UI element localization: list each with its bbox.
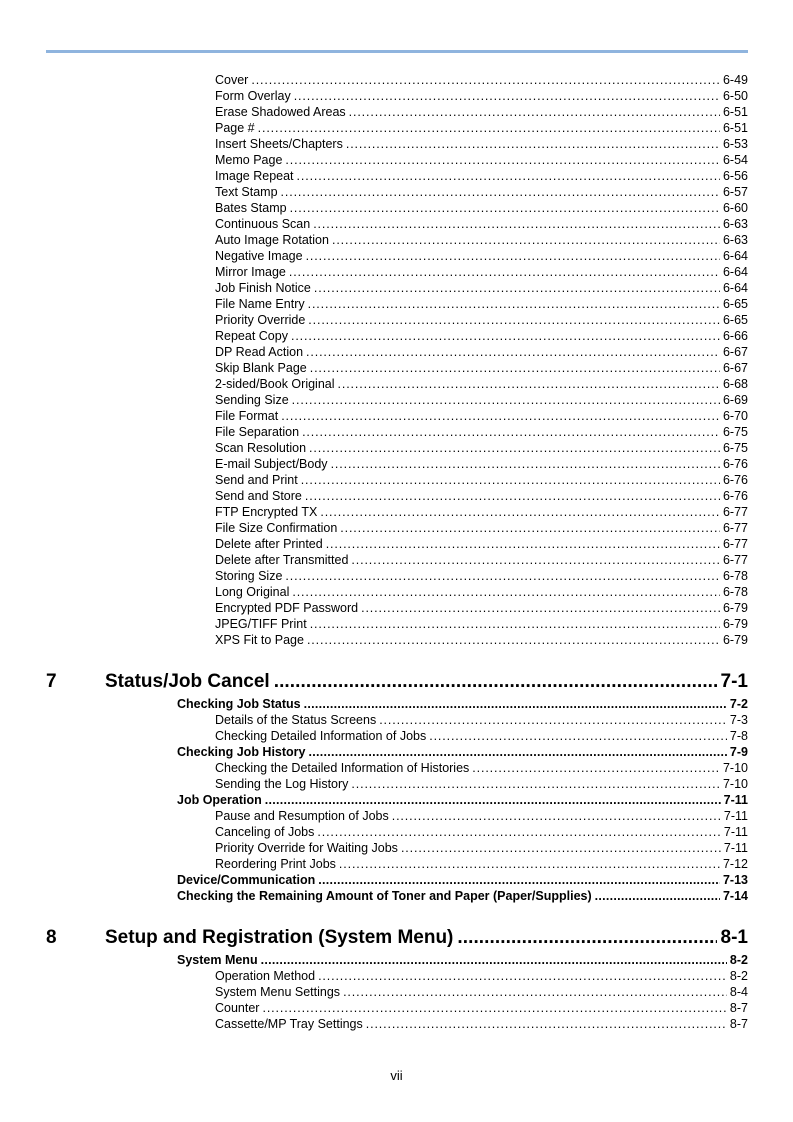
toc-entry-title: Checking the Remaining Amount of Toner and Paper (Paper/Supplies) — [177, 889, 592, 903]
toc-entry-page: 7-11 — [723, 793, 748, 807]
dot-leader — [304, 696, 727, 712]
dot-leader — [326, 536, 720, 552]
toc-entry-page: 7-11 — [723, 841, 748, 855]
toc-entry[interactable] — [215, 344, 748, 360]
toc-entry[interactable] — [215, 248, 748, 264]
toc-entry-title: Checking Job Status — [177, 697, 301, 711]
toc-entry[interactable] — [215, 440, 748, 456]
toc-entry-page: 6-68 — [722, 377, 748, 391]
dot-leader — [261, 952, 727, 968]
toc-entry[interactable] — [215, 136, 748, 152]
toc-entry-title: File Size Confirmation — [215, 521, 338, 535]
toc-entry-title: XPS Fit to Page — [215, 633, 304, 647]
toc-entry[interactable] — [215, 104, 748, 120]
toc-entry-title: Job Finish Notice — [215, 281, 311, 295]
toc-entry-title: Details of the Status Screens — [215, 713, 377, 727]
chapter-8-heading[interactable] — [46, 926, 748, 950]
dot-leader — [392, 808, 721, 824]
toc-entry-page: 6-65 — [722, 297, 748, 311]
dot-leader — [318, 968, 727, 984]
toc-entry-title: Pause and Resumption of Jobs — [215, 809, 389, 823]
toc-entry-page: 7-11 — [723, 825, 748, 839]
dot-leader — [289, 264, 720, 280]
header-rule — [46, 50, 748, 53]
dot-leader — [366, 1016, 727, 1032]
toc-entry[interactable] — [215, 568, 748, 584]
toc-entry[interactable] — [215, 232, 748, 248]
toc-entry[interactable] — [215, 968, 748, 984]
chapter-7-heading[interactable] — [46, 670, 748, 694]
dot-leader — [349, 104, 720, 120]
toc-entry-page: 6-57 — [722, 185, 748, 199]
toc-entry[interactable] — [215, 728, 748, 744]
toc-entry-title: Priority Override for Waiting Jobs — [215, 841, 398, 855]
toc-entry[interactable] — [215, 120, 748, 136]
toc-section[interactable] — [177, 792, 748, 808]
chapter-title: Status/Job Cancel — [105, 671, 270, 692]
toc-entry-page: 6-67 — [722, 345, 748, 359]
toc-entry-title: Text Stamp — [215, 185, 278, 199]
toc-entry[interactable] — [215, 72, 748, 88]
dot-leader — [314, 280, 720, 296]
toc-entry[interactable] — [215, 312, 748, 328]
toc-entry[interactable] — [215, 1016, 748, 1032]
toc-entry-page: 6-54 — [722, 153, 748, 167]
toc-entry-page: 7-2 — [729, 697, 748, 711]
toc-entry[interactable] — [215, 88, 748, 104]
dot-leader — [472, 760, 720, 776]
toc-entry-title: Checking Job History — [177, 745, 306, 759]
toc-entry[interactable] — [215, 520, 748, 536]
toc-entry[interactable] — [215, 632, 748, 648]
toc-entry-page: 6-67 — [722, 361, 748, 375]
toc-entry-page: 6-79 — [722, 617, 748, 631]
toc-entry[interactable] — [215, 184, 748, 200]
toc-entry-page: 7-10 — [722, 777, 748, 791]
toc-entry-page: 6-51 — [722, 105, 748, 119]
toc-entry-page: 7-8 — [729, 729, 748, 743]
toc-entry-page: 6-53 — [722, 137, 748, 151]
toc-entry-page: 6-79 — [722, 601, 748, 615]
dot-leader — [310, 360, 720, 376]
toc-entry[interactable] — [215, 584, 748, 600]
dot-leader — [308, 296, 720, 312]
toc-section[interactable] — [177, 744, 748, 760]
dot-leader — [318, 872, 720, 888]
dot-leader — [294, 88, 720, 104]
dot-leader — [361, 600, 720, 616]
dot-leader — [351, 776, 720, 792]
toc-entry-title: File Name Entry — [215, 297, 305, 311]
toc-entry[interactable] — [215, 808, 748, 824]
toc-entry-page: 6-77 — [722, 521, 748, 535]
toc-entry-page: 6-56 — [722, 169, 748, 183]
toc-entry-title: Device/Communication — [177, 873, 316, 887]
dot-leader — [401, 840, 721, 856]
toc-entry[interactable] — [215, 1000, 748, 1016]
toc-entry-page: 6-76 — [722, 457, 748, 471]
toc-entry[interactable] — [215, 360, 748, 376]
toc-entry-page: 7-12 — [722, 857, 748, 871]
toc-entry-title: Sending Size — [215, 393, 289, 407]
toc-entry[interactable] — [215, 408, 748, 424]
toc-entry-title: Form Overlay — [215, 89, 291, 103]
dot-leader — [308, 312, 720, 328]
toc-entry-title: Storing Size — [215, 569, 283, 583]
toc-section[interactable] — [177, 952, 748, 968]
toc-entry-title: Mirror Image — [215, 265, 286, 279]
toc-entry-title: DP Read Action — [215, 345, 304, 359]
dot-leader — [309, 744, 727, 760]
dot-leader — [343, 984, 727, 1000]
toc-entry[interactable] — [215, 712, 748, 728]
toc-entry-title: Negative Image — [215, 249, 303, 263]
toc-entry-title: E-mail Subject/Body — [215, 457, 328, 471]
toc-entry-page: 7-9 — [729, 745, 748, 759]
toc-entry-title: Reordering Print Jobs — [215, 857, 336, 871]
dot-leader — [320, 504, 720, 520]
dot-leader — [301, 472, 720, 488]
dot-leader — [309, 440, 720, 456]
toc-entry[interactable] — [215, 552, 748, 568]
dot-leader — [251, 72, 720, 88]
toc-section[interactable] — [177, 872, 748, 888]
dot-leader — [346, 136, 720, 152]
dot-leader — [595, 888, 720, 904]
dot-leader — [351, 552, 720, 568]
toc-entry[interactable] — [215, 488, 748, 504]
dot-leader — [285, 568, 720, 584]
toc-entry-title: Sending the Log History — [215, 777, 349, 791]
toc-entry-page: 6-78 — [722, 585, 748, 599]
dot-leader — [265, 792, 721, 808]
toc-entry-page: 6-69 — [722, 393, 748, 407]
dot-leader — [305, 488, 720, 504]
chapter-title: Setup and Registration (System Menu) — [105, 927, 454, 948]
toc-entry-page: 7-3 — [729, 713, 748, 727]
toc-entry-page: 8-7 — [729, 1017, 748, 1031]
dot-leader — [292, 392, 720, 408]
toc-entry-page: 6-77 — [722, 537, 748, 551]
toc-entry-page: 8-7 — [729, 1001, 748, 1015]
dot-leader — [258, 120, 720, 136]
toc-entry-page: 6-76 — [722, 473, 748, 487]
dot-leader — [290, 200, 720, 216]
dot-leader — [262, 1000, 726, 1016]
toc-entry-title: Checking Detailed Information of Jobs — [215, 729, 427, 743]
toc-entry[interactable] — [215, 200, 748, 216]
toc-entry-title: File Separation — [215, 425, 300, 439]
dot-leader — [306, 344, 720, 360]
toc-entry-title: Erase Shadowed Areas — [215, 105, 346, 119]
toc-entry[interactable] — [215, 824, 748, 840]
toc-entry[interactable] — [215, 216, 748, 232]
toc-entry-page: 6-63 — [722, 217, 748, 231]
chapter-number: 7 — [46, 671, 57, 692]
toc-entry-page: 6-76 — [722, 489, 748, 503]
dot-leader — [302, 424, 720, 440]
toc-entry[interactable] — [215, 776, 748, 792]
toc-entry-title: JPEG/TIFF Print — [215, 617, 307, 631]
dot-leader — [310, 616, 720, 632]
toc-entry-title: Operation Method — [215, 969, 316, 983]
toc-entry-title: Cover — [215, 73, 249, 87]
toc-entry[interactable] — [215, 840, 748, 856]
toc-entry-title: Long Original — [215, 585, 290, 599]
toc-entry-title: Delete after Printed — [215, 537, 323, 551]
chapter-number: 8 — [46, 927, 57, 948]
toc-entry[interactable] — [215, 296, 748, 312]
toc-entry[interactable] — [215, 328, 748, 344]
toc-entry[interactable] — [215, 376, 748, 392]
toc-entry-page: 6-70 — [722, 409, 748, 423]
dot-leader — [339, 856, 720, 872]
dot-leader — [332, 232, 720, 248]
toc-entry[interactable] — [215, 536, 748, 552]
toc-entry-page: 6-51 — [722, 121, 748, 135]
dot-leader — [338, 376, 720, 392]
dot-leader — [457, 926, 716, 950]
toc-entry-page: 8-2 — [729, 953, 748, 967]
toc-entry[interactable] — [215, 616, 748, 632]
toc-entry-page: 6-77 — [722, 505, 748, 519]
chapter-title-row — [105, 926, 748, 950]
dot-leader — [317, 824, 721, 840]
toc-section[interactable] — [177, 888, 748, 904]
toc-entry-title: FTP Encrypted TX — [215, 505, 318, 519]
dot-leader — [297, 168, 720, 184]
toc-entry-title: Auto Image Rotation — [215, 233, 329, 247]
toc-entry-title: File Format — [215, 409, 279, 423]
toc-entry[interactable] — [215, 392, 748, 408]
dot-leader — [274, 670, 717, 694]
toc-entry-title: Insert Sheets/Chapters — [215, 137, 343, 151]
toc-entry-title: Repeat Copy — [215, 329, 288, 343]
dot-leader — [340, 520, 720, 536]
toc-entry-page: 6-64 — [722, 281, 748, 295]
toc-entry-title: Send and Print — [215, 473, 298, 487]
toc-entry-page: 6-60 — [722, 201, 748, 215]
toc-entry[interactable] — [215, 600, 748, 616]
toc-entry-page: 7-11 — [723, 809, 748, 823]
dot-leader — [281, 408, 720, 424]
toc-entry-title: Delete after Transmitted — [215, 553, 349, 567]
toc-entry-title: Memo Page — [215, 153, 283, 167]
toc-entry-page: 6-66 — [722, 329, 748, 343]
toc-entry-page: 6-64 — [722, 249, 748, 263]
toc-entry-page: 7-13 — [722, 873, 748, 887]
toc-entry[interactable] — [215, 760, 748, 776]
dot-leader — [285, 152, 720, 168]
toc-entry[interactable] — [215, 504, 748, 520]
toc-entry-title: Send and Store — [215, 489, 302, 503]
toc-entry-title: Continuous Scan — [215, 217, 311, 231]
toc-entry-page: 6-75 — [722, 425, 748, 439]
toc-entry-page: 6-75 — [722, 441, 748, 455]
dot-leader — [281, 184, 720, 200]
toc-entry[interactable] — [215, 168, 748, 184]
toc-entry[interactable] — [215, 280, 748, 296]
toc-entry[interactable] — [215, 472, 748, 488]
toc-entry-title: Image Repeat — [215, 169, 294, 183]
toc-entry-page: 6-78 — [722, 569, 748, 583]
toc-entry-page: 6-49 — [722, 73, 748, 87]
toc-entry[interactable] — [215, 424, 748, 440]
dot-leader — [307, 632, 720, 648]
dot-leader — [379, 712, 727, 728]
toc-entry[interactable] — [215, 984, 748, 1000]
toc-entry[interactable] — [215, 856, 748, 872]
toc-entry-page: 8-4 — [729, 985, 748, 999]
chapter-title-row — [105, 670, 748, 694]
toc-entry-page: 6-79 — [722, 633, 748, 647]
toc-entry-title: Encrypted PDF Password — [215, 601, 359, 615]
toc-entry-title: Canceling of Jobs — [215, 825, 315, 839]
toc-entry-title: 2-sided/Book Original — [215, 377, 335, 391]
toc-entry[interactable] — [215, 152, 748, 168]
toc-entry-title: Checking the Detailed Information of Histories — [215, 761, 470, 775]
toc-entry-title: Cassette/MP Tray Settings — [215, 1017, 363, 1031]
toc-entry-title: Priority Override — [215, 313, 306, 327]
toc-section[interactable] — [177, 696, 748, 712]
toc-entry-title: Bates Stamp — [215, 201, 287, 215]
toc-entry[interactable] — [215, 456, 748, 472]
toc-entry-title: System Menu Settings — [215, 985, 341, 999]
dot-leader — [331, 456, 720, 472]
page-number: vii — [390, 1068, 403, 1083]
toc-entry-page: 8-2 — [729, 969, 748, 983]
toc-entry-title: System Menu — [177, 953, 258, 967]
toc-entry-page: 7-10 — [722, 761, 748, 775]
dot-leader — [313, 216, 720, 232]
toc-entry-title: Skip Blank Page — [215, 361, 307, 375]
toc-entry-title: Page # — [215, 121, 255, 135]
toc-entry-title: Counter — [215, 1001, 260, 1015]
dot-leader — [291, 328, 720, 344]
toc-entry-page: 6-63 — [722, 233, 748, 247]
toc-entry-page: 6-50 — [722, 89, 748, 103]
chapter-page: 7-1 — [720, 671, 748, 692]
dot-leader — [292, 584, 720, 600]
toc-entry-page: 6-64 — [722, 265, 748, 279]
toc-entry-title: Job Operation — [177, 793, 262, 807]
dot-leader — [429, 728, 727, 744]
toc-entry[interactable] — [215, 264, 748, 280]
toc-entry-page: 6-65 — [722, 313, 748, 327]
toc-entry-page: 6-77 — [722, 553, 748, 567]
toc-entry-title: Scan Resolution — [215, 441, 307, 455]
dot-leader — [306, 248, 720, 264]
toc-entry-page: 7-14 — [722, 889, 748, 903]
chapter-page: 8-1 — [720, 927, 748, 948]
